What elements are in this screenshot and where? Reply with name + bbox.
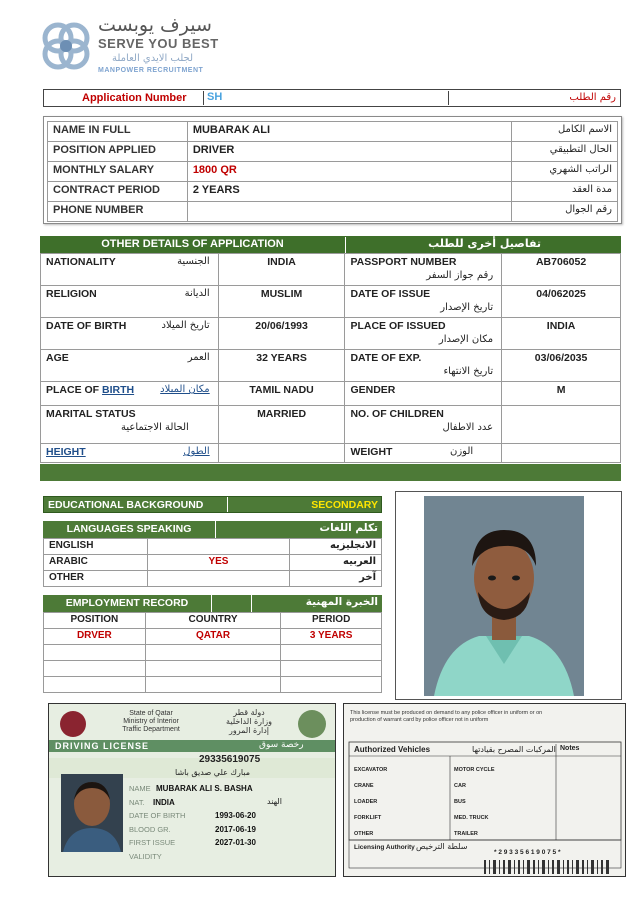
age-cell (41, 350, 219, 382)
salary-label: MONTHLY SALARY (48, 162, 188, 182)
expiry-cell (345, 350, 502, 382)
weight-label: WEIGHT (350, 446, 393, 458)
contract-label: CONTRACT PERIOD (48, 182, 188, 202)
issue-cell (345, 286, 502, 318)
education-label: EDUCATIONAL BACKGROUND (48, 499, 204, 511)
applicant-photo (424, 496, 584, 696)
employment-country: QATAR (145, 629, 281, 645)
passport-value: AB706052 (502, 254, 621, 286)
table-row (48, 162, 618, 182)
languages-table (43, 538, 382, 587)
place-issued-label-ar: مكان الإصدار (438, 334, 494, 345)
vehicle-type: EXCAVATOR (354, 767, 388, 773)
pob-label-ar: مكان الميلاد (160, 384, 210, 395)
height-cell (41, 444, 219, 463)
pob-value: TAMIL NADU (218, 382, 345, 406)
pob-label-underlined: BIRTH (102, 384, 135, 396)
license-name-ar: مبارك علي صديق باشا (175, 768, 251, 777)
education-bar (43, 496, 382, 513)
license-number: 29335619075 (199, 754, 261, 765)
license-state-ar: دولة قطر (233, 708, 265, 717)
language-name: ENGLISH (44, 539, 148, 555)
place-issued-cell (345, 318, 502, 350)
logo-english: SERVE YOU BEST (98, 36, 219, 51)
vehicle-type: FORKLIFT (354, 815, 382, 821)
license-title-ar: رخصة سوق (259, 740, 304, 750)
license-name: MUBARAK ALI S. BASHA (156, 784, 253, 793)
children-label-ar: عدد الاطفال (442, 422, 494, 433)
vehicle-type: MOTOR CYCLE (454, 767, 495, 773)
issue-value: 04/062025 (502, 286, 621, 318)
company-logo-icon (38, 18, 94, 74)
language-value (147, 571, 289, 587)
nationality-cell (41, 254, 219, 286)
employment-country (145, 645, 281, 661)
logo-arabic: سيرف يوبست (98, 14, 212, 36)
name-label: NAME IN FULL (48, 122, 188, 142)
table-row (44, 539, 382, 555)
age-value: 32 YEARS (218, 350, 345, 382)
license-dept: Traffic Department (122, 726, 180, 733)
table-row (41, 444, 621, 463)
table-header-row (44, 613, 382, 629)
table-row (44, 661, 382, 677)
contract-label-ar: مدة العقد (512, 182, 618, 202)
license-authorized: Authorized Vehicles (354, 745, 431, 754)
place-issued-label: PLACE OF ISSUED (350, 320, 446, 332)
vehicle-type: LOADER (354, 799, 378, 805)
passport-label: PASSPORT NUMBER (350, 256, 457, 268)
employment-table (43, 612, 382, 693)
employment-header-spacer (211, 595, 251, 612)
column-header: COUNTRY (145, 613, 281, 629)
marital-label-ar: الحالة الاجتماعية (121, 422, 189, 433)
license-field-label: FIRST ISSUE (129, 838, 176, 847)
table-row (41, 254, 621, 286)
phone-label-ar: رقم الجوال (512, 202, 618, 222)
application-number-label: Application Number (82, 92, 187, 104)
religion-value: MUSLIM (218, 286, 345, 318)
children-cell (345, 406, 502, 444)
age-label: AGE (46, 352, 69, 364)
name-label-ar: الاسم الكامل (512, 122, 618, 142)
age-label-ar: العمر (187, 352, 210, 363)
vehicle-type: OTHER (354, 831, 374, 837)
nationality-label: NATIONALITY (46, 256, 116, 268)
gender-label: GENDER (345, 382, 502, 406)
language-name-ar: آخر (290, 571, 382, 587)
pob-label: PLACE OF (46, 384, 103, 396)
license-authorized-ar: المركبات المصرح بقيادتها (472, 745, 556, 754)
driving-license-front (48, 703, 336, 877)
language-value: YES (147, 555, 289, 571)
employment-header-en: EMPLOYMENT RECORD (65, 597, 189, 609)
employment-position (44, 645, 146, 661)
employment-position (44, 677, 146, 693)
license-state: State of Qatar (129, 710, 173, 717)
license-dob: 1993-06-20 (215, 811, 256, 820)
details-header (40, 236, 621, 253)
applicant-photo-illustration (424, 496, 584, 696)
vehicle-type: CRANE (354, 783, 374, 789)
languages-header (43, 521, 382, 538)
license-nat: INDIA (153, 797, 175, 807)
license-field-label: VALIDITY (129, 851, 162, 861)
place-issued-value: INDIA (502, 318, 621, 350)
language-name-ar: الانجليزيه (290, 539, 382, 555)
nationality-label-ar: الجنسية (177, 256, 210, 267)
license-barcode-number: * 2 9 3 3 5 6 1 9 0 7 5 * (494, 849, 561, 856)
dob-cell (41, 318, 219, 350)
expiry-label: DATE OF EXP. (350, 352, 422, 364)
passport-label-ar: رقم جواز السفر (426, 270, 494, 281)
position-label: POSITION APPLIED (48, 142, 188, 162)
expiry-value: 03/06/2035 (502, 350, 621, 382)
height-value (218, 444, 345, 463)
gender-value: M (502, 382, 621, 406)
license-notes: Notes (560, 745, 580, 752)
table-row (48, 182, 618, 202)
weight-label-ar: الوزن (449, 446, 474, 457)
employment-period (281, 677, 382, 693)
phone-label: PHONE NUMBER (48, 202, 188, 222)
license-field-label: BLOOD GR. (129, 824, 171, 834)
license-field-label: NAT. (129, 797, 145, 807)
license-title: DRIVING LICENSE (55, 741, 150, 751)
employment-header-ar: الخبرة المهنية (251, 595, 382, 612)
marital-label: MARITAL STATUS (46, 408, 136, 420)
dob-value: 20/06/1993 (218, 318, 345, 350)
height-label: HEIGHT (46, 446, 86, 458)
license-dept-ar: إدارة المرور (228, 726, 270, 735)
marital-value: MARRIED (218, 406, 345, 444)
details-header-en: OTHER DETAILS OF APPLICATION (101, 238, 284, 250)
vehicle-type: BUS (454, 799, 466, 805)
details-footer-bar (40, 464, 621, 481)
issue-label: DATE OF ISSUE (350, 288, 431, 300)
column-header: POSITION (44, 613, 146, 629)
children-value (502, 406, 621, 444)
pob-cell (41, 382, 219, 406)
vehicle-type: MED. TRUCK (454, 815, 489, 821)
salary-value: 1800 QR (187, 162, 511, 182)
name-value: MUBARAK ALI (187, 122, 511, 142)
language-value (147, 539, 289, 555)
license-ministry: Ministry of Interior (123, 718, 179, 725)
license-notice: This license must be produced on demand to any police officer in uniform or on production of warrant card by police officer not in uniform (350, 710, 543, 723)
contract-value: 2 YEARS (187, 182, 511, 202)
salary-label-ar: الراتب الشهري (512, 162, 618, 182)
license-authority: Licensing Authority (354, 844, 415, 851)
weight-value (502, 444, 621, 463)
license-field-label: NAME (129, 784, 151, 793)
nationality-value: INDIA (218, 254, 345, 286)
application-number-value: SH (203, 91, 449, 105)
license-validity: 2027-01-30 (215, 838, 256, 847)
marital-cell (41, 406, 219, 444)
employment-position (44, 661, 146, 677)
languages-header-ar: تكلم اللغات (215, 521, 382, 538)
details-header-ar: تفاصيل أخرى للطلب (345, 237, 621, 254)
employment-period (281, 661, 382, 677)
table-row (41, 382, 621, 406)
table-row (48, 202, 618, 222)
issue-label-ar: تاريخ الإصدار (440, 302, 494, 313)
phone-value (187, 202, 511, 222)
employment-country (145, 677, 281, 693)
expiry-label-ar: تاريخ الانتهاء (443, 366, 494, 377)
religion-label: RELIGION (46, 288, 97, 300)
employment-period (281, 645, 382, 661)
table-row (44, 555, 382, 571)
application-number-bar (43, 89, 621, 107)
passport-cell (345, 254, 502, 286)
license-authority-ar: سلطة الترخيص (416, 842, 468, 851)
language-name: OTHER (44, 571, 148, 587)
employment-period: 3 YEARS (281, 629, 382, 645)
table-row (41, 286, 621, 318)
table-row (41, 318, 621, 350)
personal-info-box (43, 116, 622, 224)
table-row (41, 350, 621, 382)
license-field-label: DATE OF BIRTH (129, 811, 186, 820)
personal-info-table (47, 121, 618, 222)
language-name: ARABIC (44, 555, 148, 571)
table-row (44, 629, 382, 645)
dob-label: DATE OF BIRTH (46, 320, 127, 332)
logo-subtitle: MANPOWER RECRUITMENT (98, 67, 204, 74)
religion-label-ar: الديانة (184, 288, 210, 299)
languages-header-en: LANGUAGES SPEAKING (66, 523, 192, 535)
application-number-label-ar: رقم الطلب (569, 92, 616, 103)
language-name-ar: العربيه (290, 555, 382, 571)
table-row (41, 406, 621, 444)
column-header: PERIOD (281, 613, 382, 629)
vehicle-type: TRAILER (454, 831, 478, 837)
dob-label-ar: تاريخ الميلاد (161, 320, 210, 331)
table-row (44, 677, 382, 693)
employment-header (43, 595, 382, 612)
weight-cell (345, 444, 502, 463)
children-label: NO. OF CHILDREN (350, 408, 444, 420)
employment-position: DRVER (44, 629, 146, 645)
license-nat-ar: الهند (267, 797, 282, 806)
table-row (48, 122, 618, 142)
employment-country (145, 661, 281, 677)
table-row (48, 142, 618, 162)
license-ministry-ar: وزارة الداخلية (226, 717, 272, 726)
position-label-ar: الحال التطبيقي (512, 142, 618, 162)
religion-cell (41, 286, 219, 318)
logo-arabic-sub: لجلب الايدي العاملة (112, 53, 194, 64)
table-row (44, 571, 382, 587)
height-label-ar: الطول (183, 446, 210, 457)
education-value: SECONDARY (227, 497, 381, 512)
table-row (44, 645, 382, 661)
position-value: DRIVER (187, 142, 511, 162)
vehicle-type: CAR (454, 783, 466, 789)
details-table (40, 253, 621, 463)
license-first-issue: 2017-06-19 (215, 824, 256, 834)
driving-license-back (343, 703, 626, 877)
